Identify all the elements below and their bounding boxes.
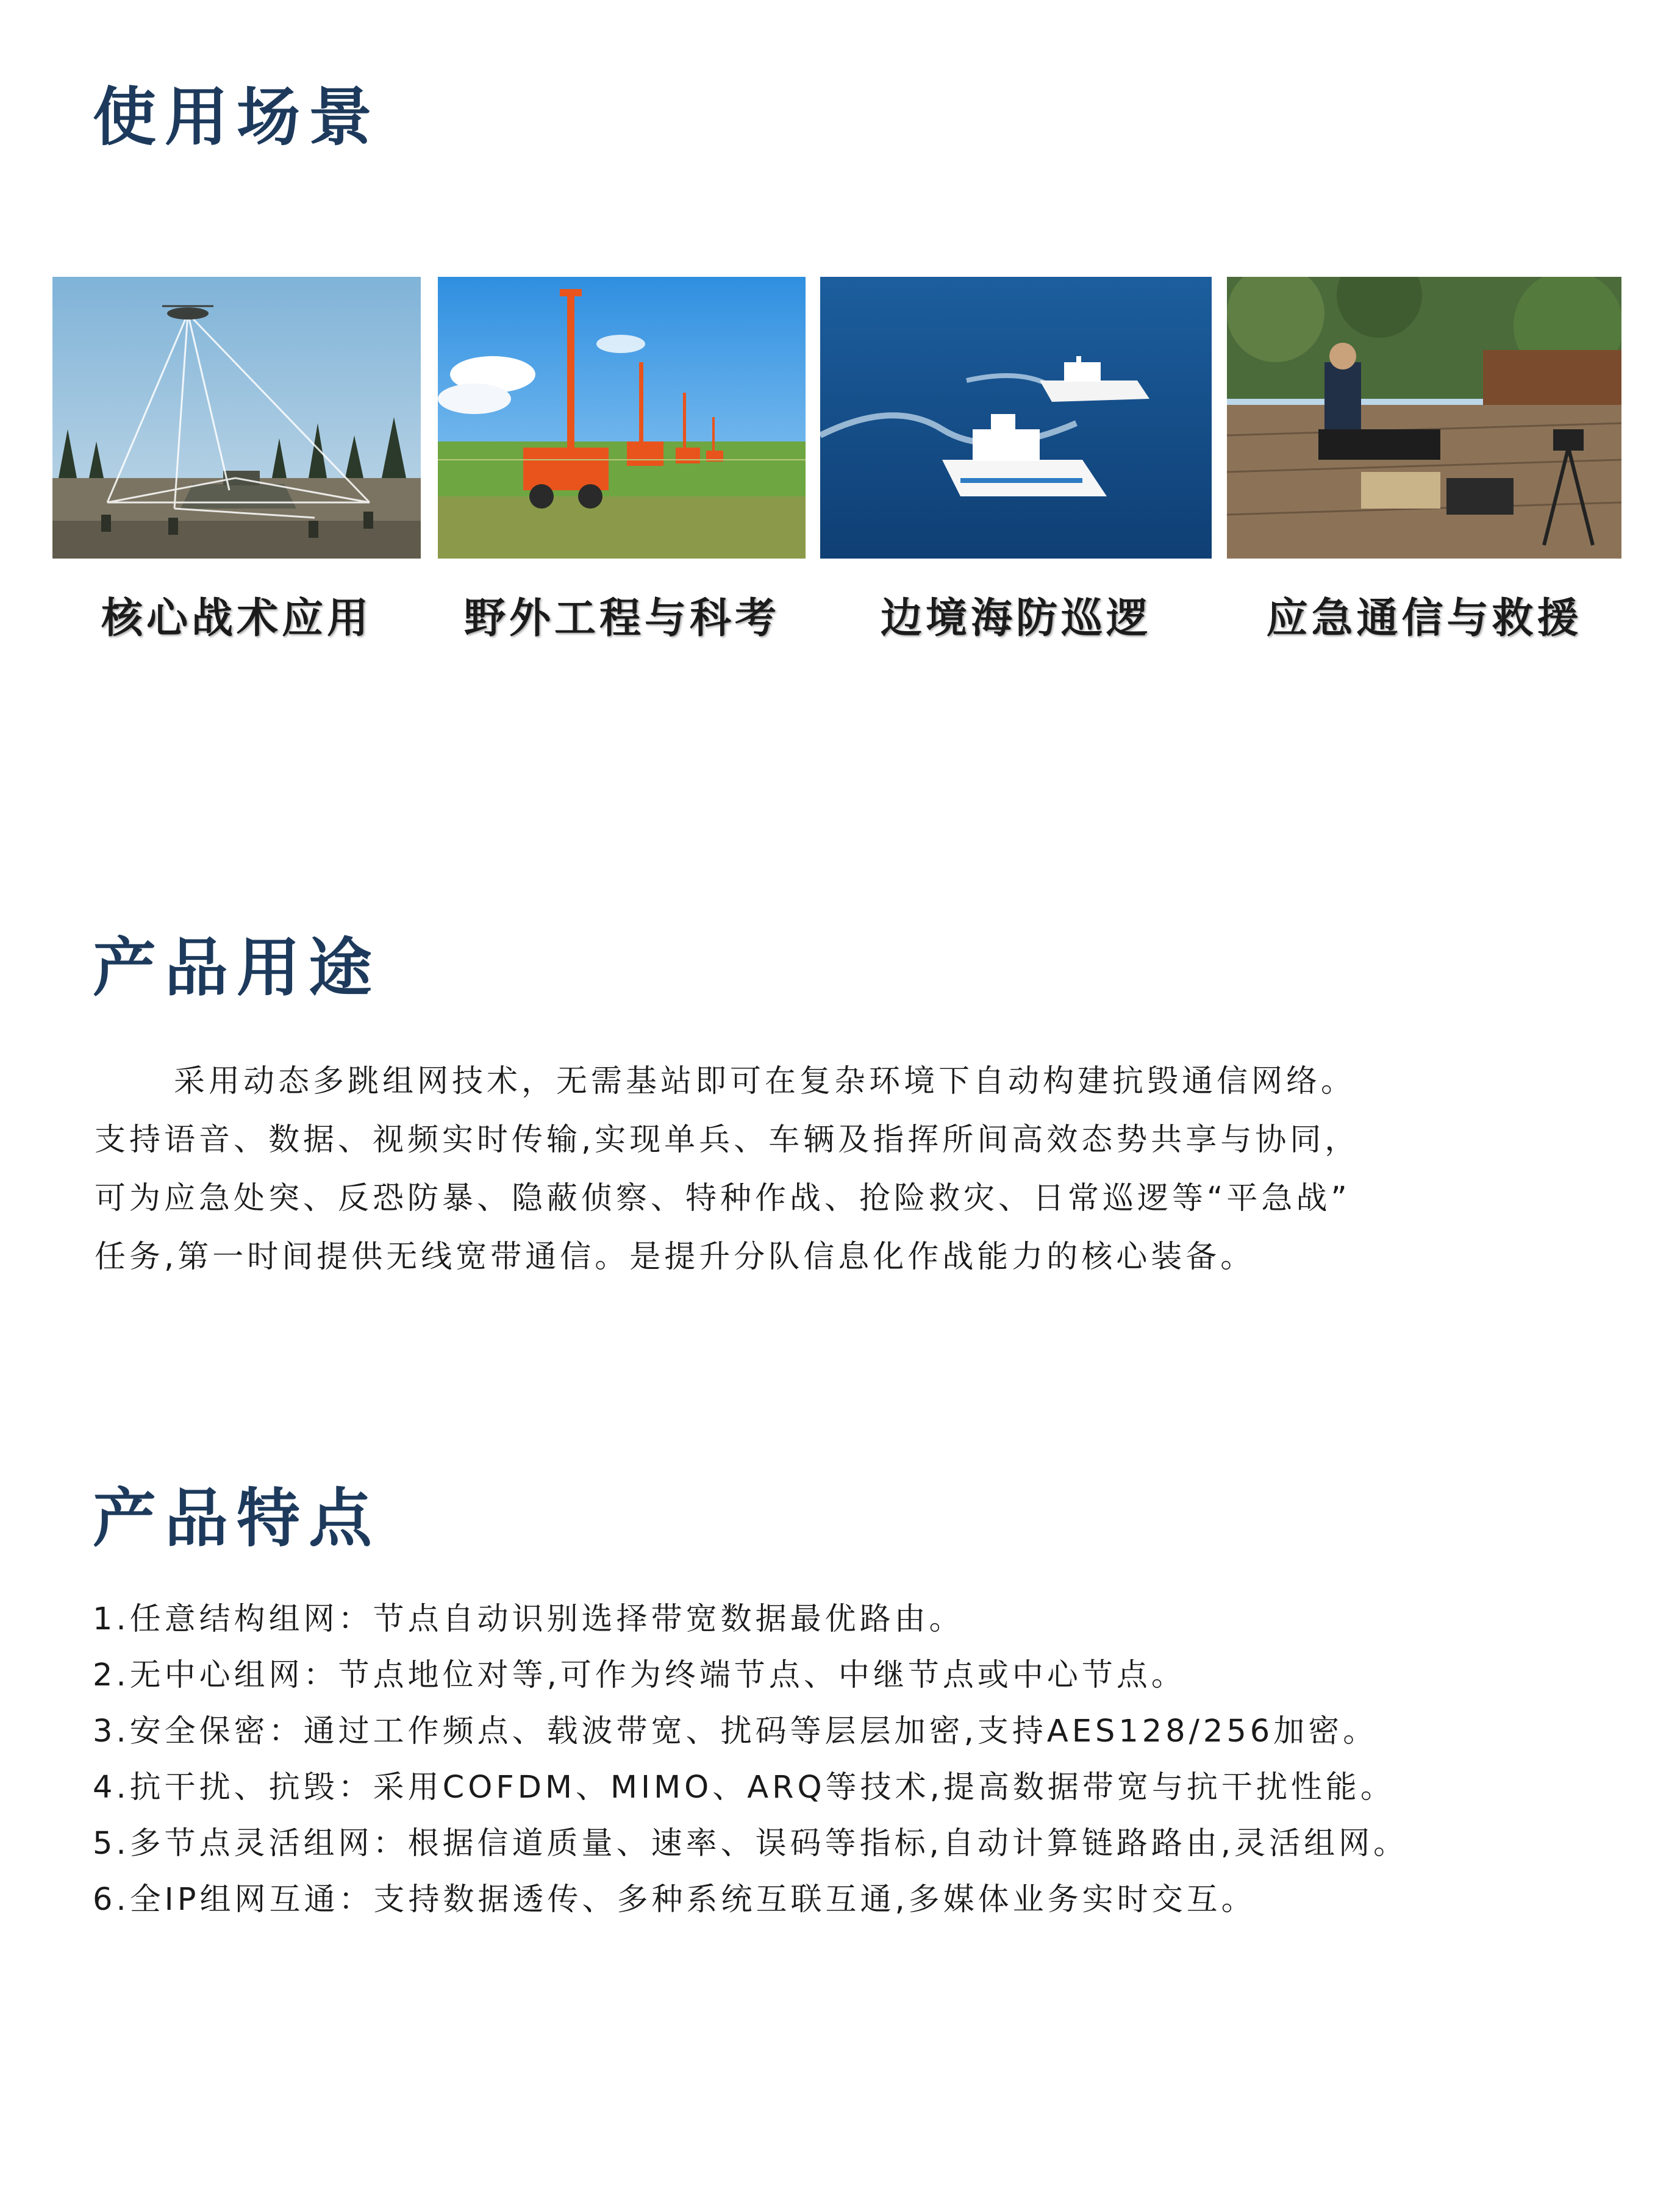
feature-item: 4.抗干扰、抗毁：采用COFDM、MIMO、ARQ等技术,提高数据带宽与抗干扰性能。 [93,1770,1395,1806]
usage-line: 可为应急处突、反恐防暴、隐蔽侦察、特种作战、抢险救灾、日常巡逻等“平急战” [95,1181,1351,1217]
feature-item: 1.任意结构组网：节点自动识别选择带宽数据最优路由。 [93,1601,964,1637]
scenario-caption-coastal-patrol: 边境海防巡逻 [880,595,1151,643]
scenario-image-tactical [52,277,421,559]
usage-line: 支持语音、数据、视频实时传输,实现单兵、车辆及指挥所间高效态势共享与协同， [95,1122,1360,1158]
scenario-caption-field-engineering: 野外工程与科考 [463,595,780,643]
scenario-caption-tactical: 核心战术应用 [101,595,372,643]
usage-line: 采用动态多跳组网技术，无需基站即可在复杂环境下自动构建抗毁通信网络。 [174,1063,1356,1099]
usage-line: 任务,第一时间提供无线宽带通信。是提升分队信息化作战能力的核心装备。 [95,1239,1256,1275]
scenario-image-emergency-rescue [1227,277,1621,559]
section-title-scenarios: 使用场景 [93,80,381,154]
feature-item: 2.无中心组网：节点地位对等,可作为终端节点、中继节点或中心节点。 [93,1657,1186,1693]
feature-item: 3.安全保密：通过工作频点、载波带宽、扰码等层层加密,支持AES128/256加密。 [93,1713,1378,1749]
usage-paragraph [95,1052,1595,1287]
section-title-usage: 产品用途 [93,931,381,1005]
scenario-image-coastal-patrol [820,277,1212,559]
feature-item: 6.全IP组网互通：支持数据透传、多种系统互联互通,多媒体业务实时交互。 [93,1882,1256,1918]
section-title-features: 产品特点 [93,1481,381,1556]
feature-item: 5.多节点灵活组网：根据信道质量、速率、误码等指标,自动计算链路路由,灵活组网。 [93,1826,1409,1862]
scenario-caption-emergency-rescue: 应急通信与救援 [1266,595,1582,643]
scenario-image-field-engineering [438,277,806,559]
features-list [93,1592,1654,1928]
